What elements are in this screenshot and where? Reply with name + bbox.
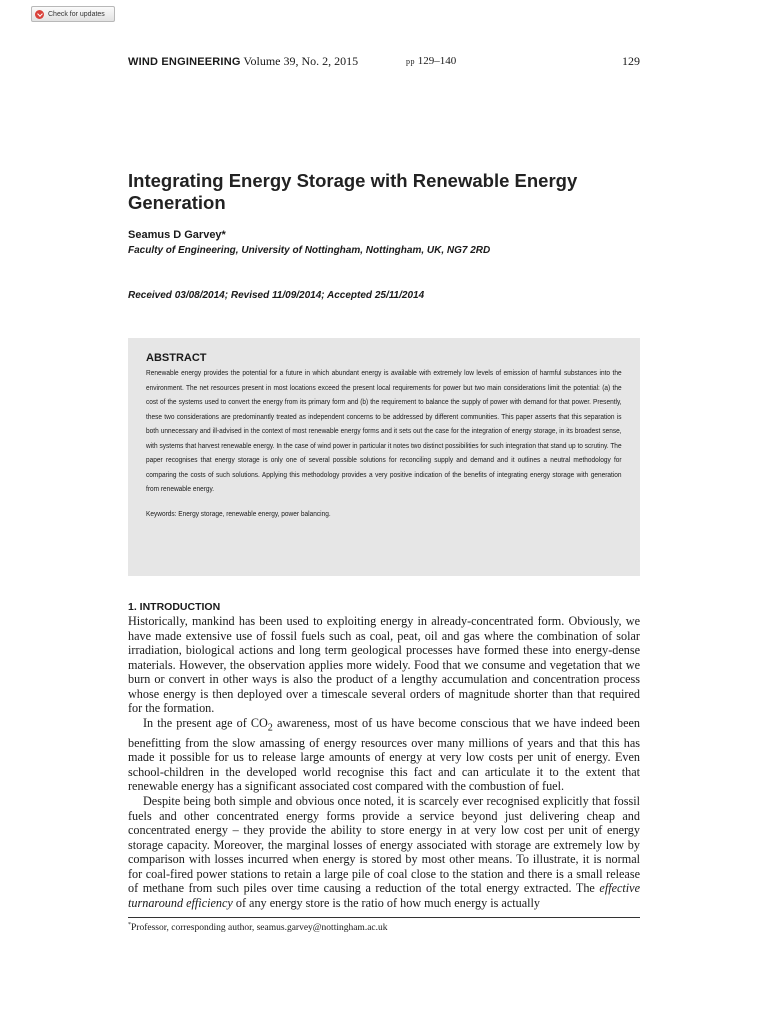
author-name: Seamus D Garvey* [128, 229, 226, 241]
running-head [128, 54, 640, 69]
update-icon [35, 10, 44, 19]
body-text [128, 614, 640, 910]
footnote-text: Professor, corresponding author, seamus.garvey@nottingham.ac.uk [131, 923, 388, 934]
section-heading-introduction: 1. INTRODUCTION [128, 601, 221, 613]
p3-italic-term: effective turnaround efficiency [128, 881, 640, 910]
intro-paragraph-1: Historically, mankind has been used to exploiting energy in already-concentrated form. Obviously, we have made extensive use of fossil fuels such as coal, peat, oil and gas where the combination of solar irradiation, biological actions and long term geological processes have formed these into energy-dense materials. However, the observation applies more widely. Food that we consume and vegetation that we burn or convert in other ways is also the product of a lengthy accumulation and concentration process whose energy is then deployed over a timescale several orders of magnitude shorter than that required for the formation. [128, 614, 640, 716]
footnote-mark: * [128, 922, 131, 928]
author-affiliation: Faculty of Engineering, University of Nottingham, Nottingham, UK, NG7 2RD [128, 245, 491, 256]
footnote [128, 922, 388, 933]
page-number: 129 [622, 54, 640, 68]
abstract-heading: ABSTRACT [146, 352, 207, 364]
intro-paragraph-2 [128, 716, 640, 794]
check-for-updates-label: Check for updates [48, 10, 105, 18]
page-range [406, 54, 456, 69]
intro-paragraph-3 [128, 794, 640, 910]
p2-subscript: 2 [267, 722, 273, 734]
article-title: Integrating Energy Storage with Renewable Energy Generation [128, 170, 578, 213]
p3-text-before: Despite being both simple and obvious once noted, it is scarcely ever recognised explicitly that fossil fuels and other concentrated energy forms provide a service beyond just delivering cheap and concentrated energy – they provide the ability to store energy in at very low cost per unit of energy storage capacity. Moreover, the marginal losses of energy associated with storage are extremely low by comparison with losses incurred when energy is stored by most other means. To illustrate, it is normal for coal-fired power stations to retain a large pile of coal close to the station and there is a small release of methane from such piles over time causing a reduction of the total energy extracted. The [128, 794, 640, 896]
pages-prefix: pp [406, 57, 415, 66]
p2-text-before: In the present age of CO [143, 715, 268, 730]
journal-volume: Volume 39, No. 2, 2015 [243, 54, 359, 68]
pages-range: 129–140 [417, 55, 457, 67]
abstract-keywords: Keywords: Energy storage, renewable energy, power balancing. [146, 508, 331, 518]
footnote-divider [128, 917, 640, 918]
check-for-updates-button[interactable] [31, 6, 115, 22]
p3-text-after: of any energy store is the ratio of how much energy is actually [232, 895, 541, 910]
p2-text-after: awareness, most of us have become conscious that we have indeed been benefitting from the slow amassing of energy resources over many millions of years and that this has made it possible for us to release large amounts of energy at very low costs per unit of energy. Even school-children in the developed world recognise this fact and can articulate it to the extent that renewable energy has a significant associated cost compared with the combustion of fuel. [128, 715, 640, 794]
journal-name: WIND ENGINEERING [128, 56, 241, 68]
article-dates: Received 03/08/2014; Revised 11/09/2014; Accepted 25/11/2014 [128, 290, 425, 301]
abstract-box [128, 338, 640, 576]
abstract-text: Renewable energy provides the potential for a future in which abundant energy is available with extremely low levels of emission of harmful substances into the environment. The net resources present in most locations exceed the present local requirements for power but two main considerations limit the potential: (a) the cost of the systems used to convert the energy from its primary form and (b) the requirement to balance the supply of power with demand for that power. Presently, these two considerations are predominantly treated as independent concerns to be addressed by different communities. This paper asserts that this separation is both unnecessary and ill-advised in the context of most renewable energy forms and it sets out the case for the integration of energy storage, in its broadest sense, with systems that harvest renewable energy. In the case of wind power in particular it notes two distinct possibilities for such integration that stand up to scrutiny. The paper recognises that energy storage is only one of several possible solutions for reconciling supply and demand and it outlines a neutral methodology for comparing the costs of such solutions. Applying this methodology provides a very positive indication of the benefits of integrating energy storage with generation from renewable energy. [146, 368, 622, 494]
